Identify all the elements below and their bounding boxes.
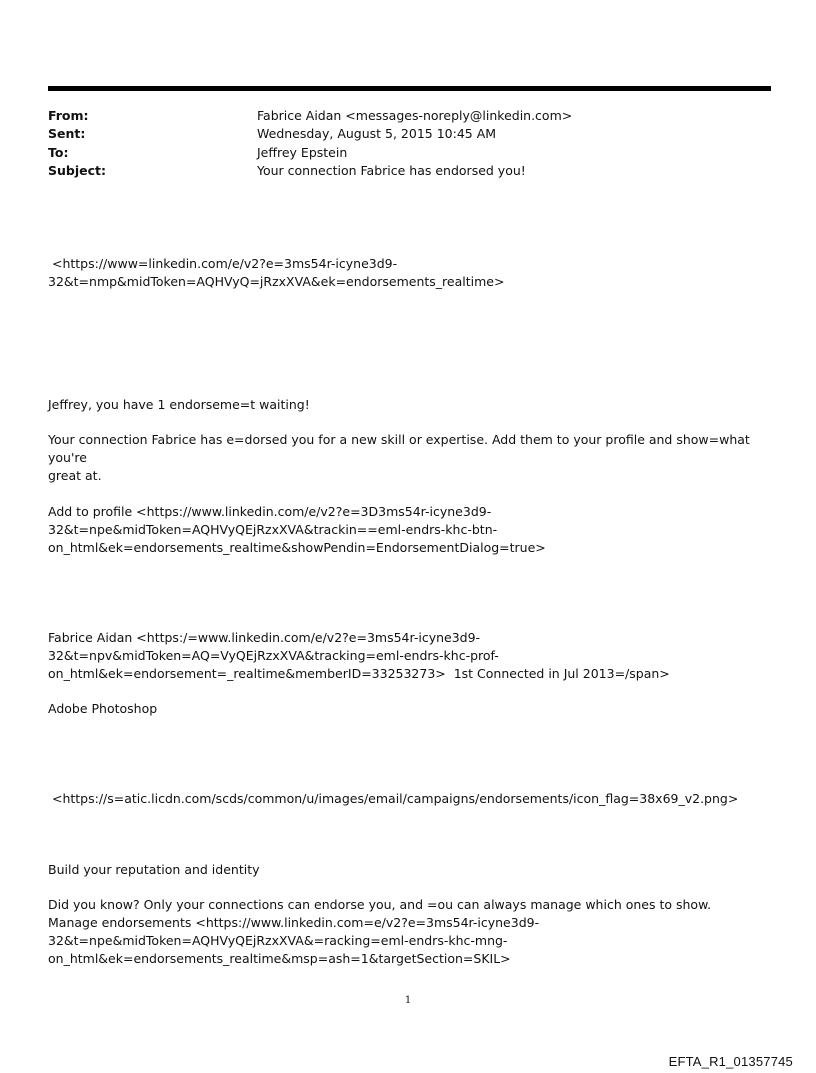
header-from-row [48, 107, 771, 125]
build-reputation-heading: Build your reputation and identity [48, 862, 260, 877]
manage-endorsements-paragraph[interactable]: Did you know? Only your connections can endorse you, and =ou can always manage which ones to show. Manage endorsements <https://www.linkedin.com=e/v2?e=3ms54r-icyne3d9- 32&t=npe&midToken=AQHVyQEjRzxXVA&=racking=eml-endrs-khc-mng- on_html&ek=endorsements_realtime&msp=ash=1&targetSection=SKIL> [48, 897, 712, 966]
intro-paragraph: Your connection Fabrice has e=dorsed you for a new skill or expertise. Add them to your profile and show=what you're great at. [48, 432, 750, 483]
endorser-link[interactable]: Fabrice Aidan <https:/=www.linkedin.com/e/v2?e=3ms54r-icyne3d9- 32&t=npv&midToken=AQ=VyQEjRzxXVA&tracking=eml-endrs-khc-prof- on_html&ek=endorsement=_realtime&memberID=33253273> 1st Connected in Jul 2013=/span> [48, 630, 670, 681]
sent-label: Sent: [48, 126, 86, 141]
to-value: Jeffrey Epstein [257, 145, 348, 160]
greeting-text: Jeffrey, you have 1 endorseme=t waiting! [48, 397, 310, 412]
to-label: To: [48, 145, 69, 160]
add-to-profile-link[interactable]: Add to profile <https://www.linkedin.com/e/v2?e=3D3ms54r-icyne3d9- 32&t=npe&midToken=AQHVyQEjRzxXVA&trackin==eml-endrs-khc-btn- on_html&ek=endorsements_realtime&showPendin=EndorsementDialog=true> [48, 504, 546, 555]
header-subject-row [48, 162, 771, 180]
flag-image-link[interactable]: <https://s=atic.licdn.com/scds/common/u/images/email/campaigns/endorsements/icon_flag=38x69_v2.png> [48, 791, 739, 806]
from-label: From: [48, 108, 89, 123]
document-id: EFTA_R1_01357745 [668, 1054, 793, 1069]
from-value: Fabrice Aidan <messages-noreply@linkedin.com> [257, 108, 573, 123]
skill-name: Adobe Photoshop [48, 701, 158, 716]
linkedin-header-link[interactable]: <https://www=linkedin.com/e/v2?e=3ms54r-icyne3d9- 32&t=nmp&midToken=AQHVyQ=jRzxXVA&ek=endorsements_realtime> [48, 256, 505, 289]
header-sent-row [48, 125, 771, 143]
subject-label: Subject: [48, 163, 106, 178]
subject-value: Your connection Fabrice has endorsed you! [257, 163, 526, 178]
sent-value: Wednesday, August 5, 2015 10:45 AM [257, 126, 497, 141]
header-divider [48, 86, 771, 91]
header-to-row [48, 144, 771, 162]
page-number: 1 [404, 995, 412, 1006]
